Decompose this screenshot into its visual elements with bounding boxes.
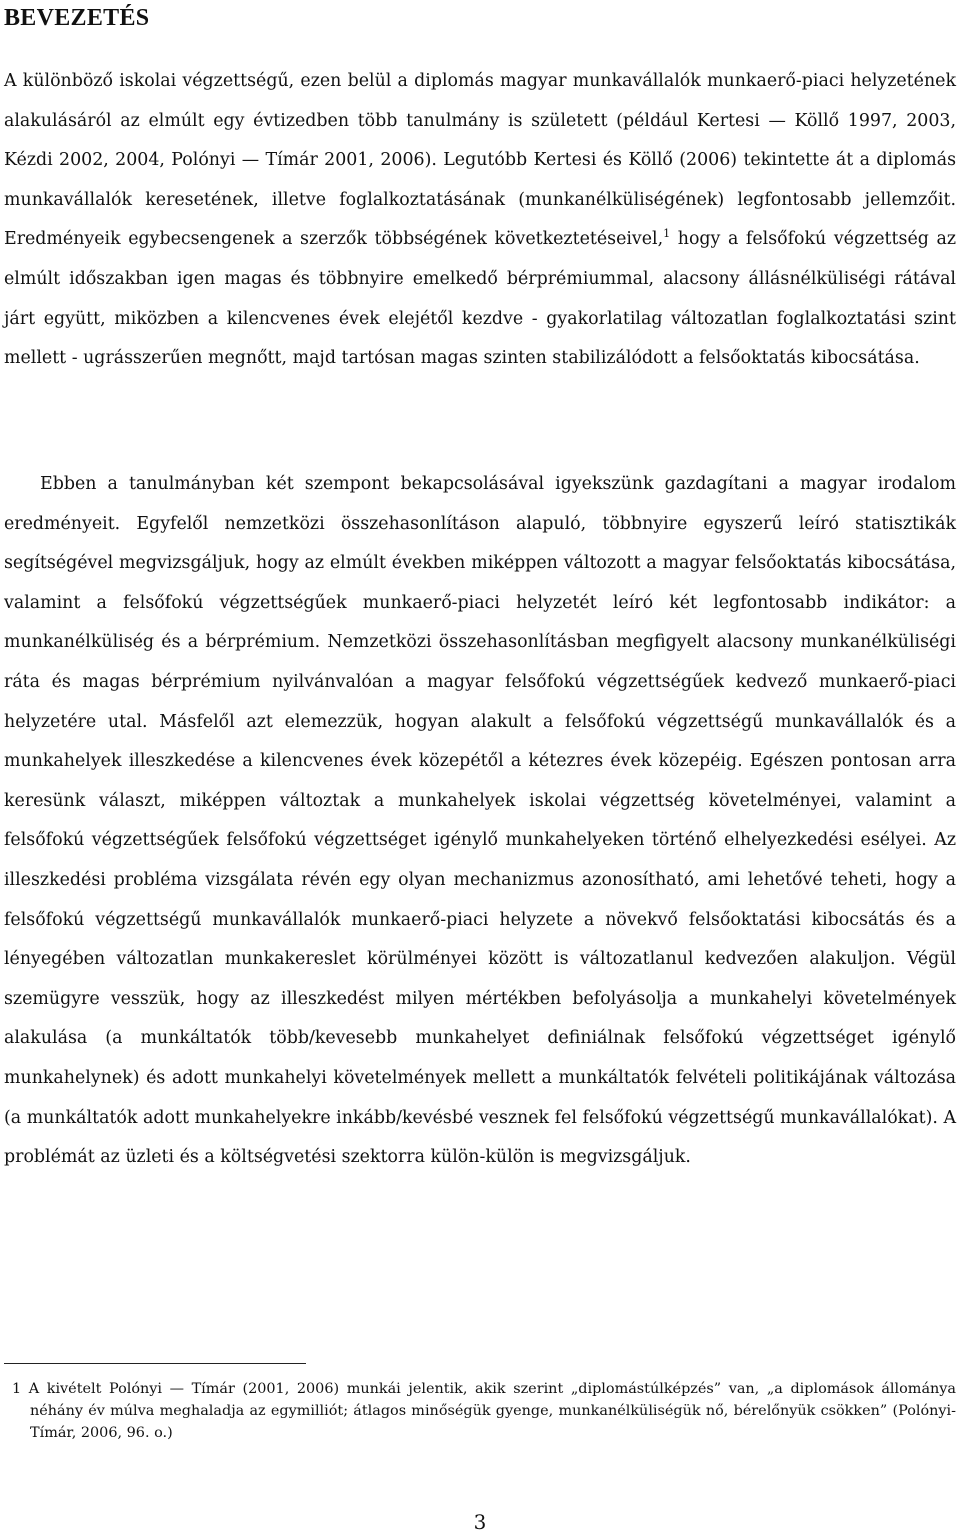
footnote: [4, 1378, 956, 1444]
footnote-number: 1: [12, 1381, 22, 1397]
paragraph-1: [4, 62, 956, 379]
paragraph-1-text-b: hogy a felsőfokú végzettség az elmúlt időszakban igen magas és többnyire emelkedő bérprémiummal, alacsony állásnélküliségi rátával járt együtt, miközben a kilencvenes évek elejétől kezdve - gyakorlatilag változatlan foglalkoztatási szint mellett - ugrásszerűen megnőtt, majd tartósan magas szinten stabilizálódott a felsőoktatás kibocsátása.: [4, 229, 956, 369]
footnote-reference[interactable]: 1: [663, 227, 671, 241]
page-number: 3: [473, 1510, 487, 1534]
footnote-separator: [4, 1363, 306, 1364]
section-heading: BEVEZETÉS: [4, 5, 150, 31]
footnote-text: A kivételt Polónyi — Tímár (2001, 2006) munkái jelentik, akik szerint „diplomástúlképzés” van, „a diplomások állománya néhány év múlva meghaladja az egymilliót; átlagos minőségük gyenge, munkanélküliségük nő, bérelőnyük csökken” (Polónyi-Tímár, 2006, 96. o.): [28, 1381, 957, 1441]
paragraph-1-text-a: A különböző iskolai végzettségű, ezen belül a diplomás magyar munkavállalók munkaerő-piaci helyzetének alakulásáról az elmúlt egy évtizedben több tanulmány is született (például Kertesi — Köllő 1997, 2003, Kézdi 2002, 2004, Polónyi — Tímár 2001, 2006). Legutóbb Kertesi és Köllő (2006) tekintette át a diplomás munkavállalók keresetének, illetve foglalkoztatásának (munkanélküliségének) legfontosabb jellemzőit. Eredményeik egybecsengenek a szerzők többségének következtetéseivel,: [4, 71, 956, 250]
paragraph-2: Ebben a tanulmányban két szempont bekapcsolásával igyekszünk gazdagítani a magyar irodalom eredményeit. Egyfelől nemzetközi összehasonlításon alapuló, többnyire egyszerű leíró statisztikák segítségével megvizsgáljuk, hogy az elmúlt években miképpen változott a magyar felsőoktatás kibocsátása, valamint a felsőfokú végzettségűek munkaerő-piaci helyzetét leíró két legfontosabb indikátor: a munkanélküliség és a bérprémium. Nemzetközi összehasonlításban megfigyelt alacsony munkanélküliségi ráta és magas bérprémium nyilvánvalóan a magyar felsőfokú végzettségűek kedvező munkaerő-piaci helyzetére utal. Másfelől azt elemezzük, hogyan alakult a felsőfokú végzettségű munkavállalók és a munkahelyek illeszkedése a kilencvenes évek közepétől a kétezres évek közepéig. Egészen pontosan arra keresünk választ, miképpen változtak a munkahelyek iskolai végzettség követelményei, valamint a felsőfokú végzettségűek felsőfokú végzettséget igénylő munkahelyeken történő elhelyezkedési esélyei. Az illeszkedési probléma vizsgálata révén egy olyan mechanizmus azonosítható, ami lehetővé teheti, hogy a felsőfokú végzettségű munkavállalók munkaerő-piaci helyzete a növekvő felsőoktatási kibocsátás és a lényegében változatlan munkakereslet körülményei között is változatlanul kedvezően alakuljon. Végül szemügyre vesszük, hogy az illeszkedést milyen mértékben befolyásolja a munkahelyi követelmények alakulása (a munkáltatók több/kevesebb munkahelyet definiálnak felsőfokú végzettséget igénylő munkahelynek) és adott munkahelyi követelmények mellett a munkáltatók felvételi politikájának változása (a munkáltatók adott munkahelyekre inkább/kevésbé vesznek fel felsőfokú végzettségű munkavállalókat). A problémát az üzleti és a költségvetési szektorra külön-külön is megvizsgáljuk.: [4, 474, 956, 1168]
